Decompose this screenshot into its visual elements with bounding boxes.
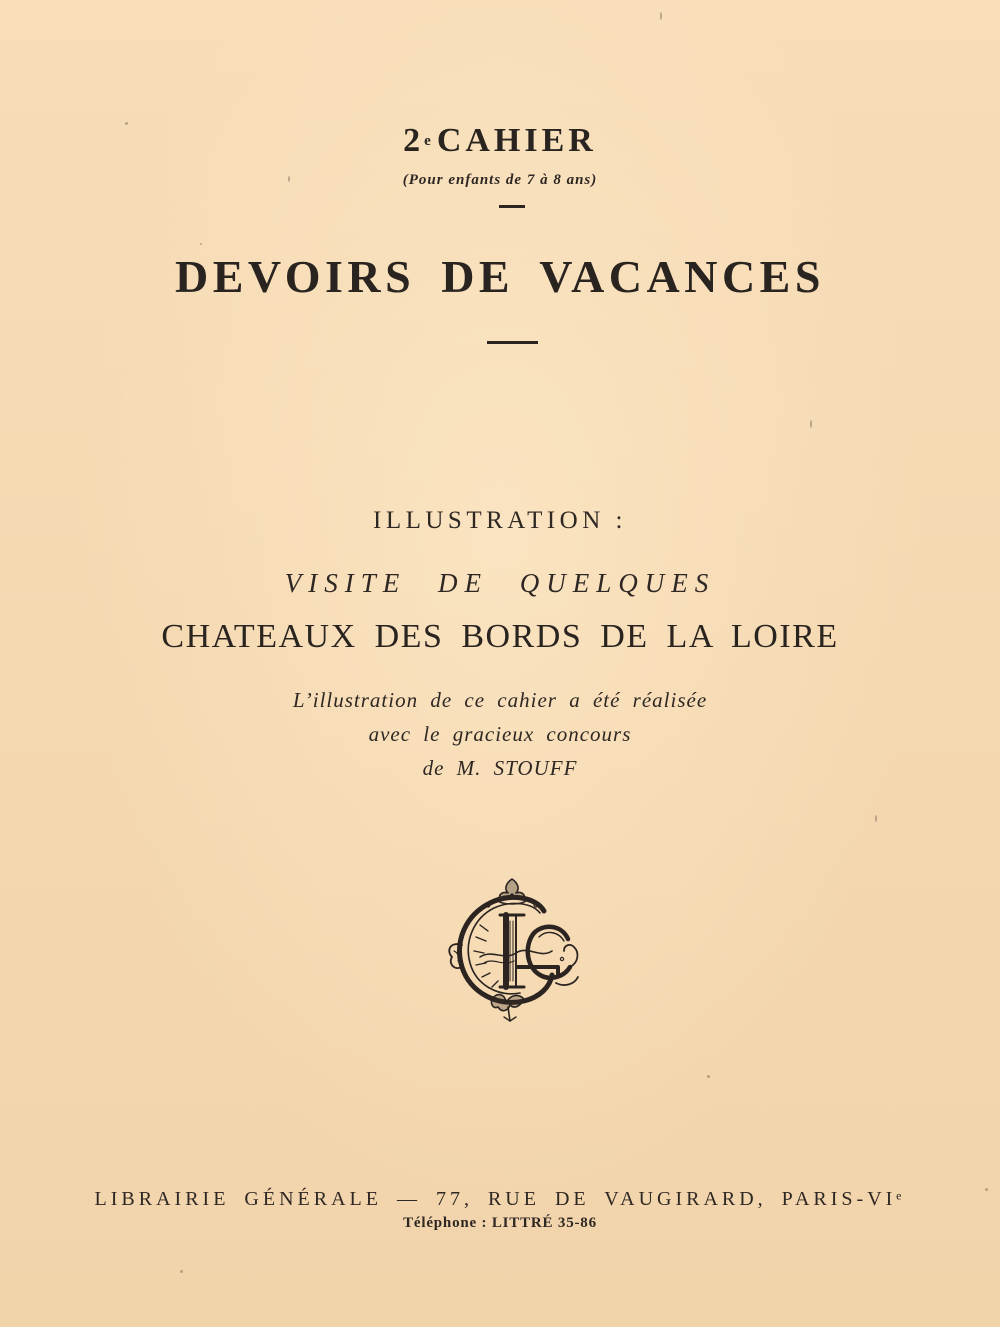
publisher-telephone: Téléphone : LITTRÉ 35-86 <box>403 1215 597 1231</box>
credit-line-3: de M. STOUFF <box>422 756 578 780</box>
paper-speck <box>707 1075 710 1078</box>
short-divider <box>499 205 525 208</box>
age-range: (Pour enfants de 7 à 8 ans) <box>402 172 598 188</box>
long-divider <box>487 341 538 344</box>
ornate-monogram-icon <box>440 875 585 1023</box>
credit-line-2: avec le gracieux concours <box>368 722 632 746</box>
paper-speck <box>810 420 812 428</box>
page-title: DEVOIRS DE VACANCES <box>175 251 825 302</box>
cahier-heading <box>0 122 1000 160</box>
illustration-subtitle-line1: VISITE DE QUELQUES <box>284 568 716 598</box>
paper-speck <box>985 1188 988 1191</box>
paper-speck <box>125 122 128 125</box>
paper-speck <box>180 1270 183 1273</box>
paper-speck <box>200 243 202 245</box>
credit-line-1: L’illustration de ce cahier a été réalisée <box>292 688 708 712</box>
cahier-word: CAHIER <box>436 122 597 159</box>
illustration-label: ILLUSTRATION : <box>373 507 627 534</box>
paper-speck <box>660 12 662 20</box>
illustration-subtitle-line2: CHATEAUX DES BORDS DE LA LOIRE <box>161 618 839 655</box>
paper-speck <box>288 176 290 182</box>
publisher-address: LIBRAIRIE GÉNÉRALE — 77, RUE DE VAUGIRARD, PARIS-VIᵉ <box>94 1188 906 1210</box>
cahier-superscript: e <box>424 133 431 149</box>
cahier-number: 2 <box>403 122 425 159</box>
paper-speck <box>875 815 877 822</box>
